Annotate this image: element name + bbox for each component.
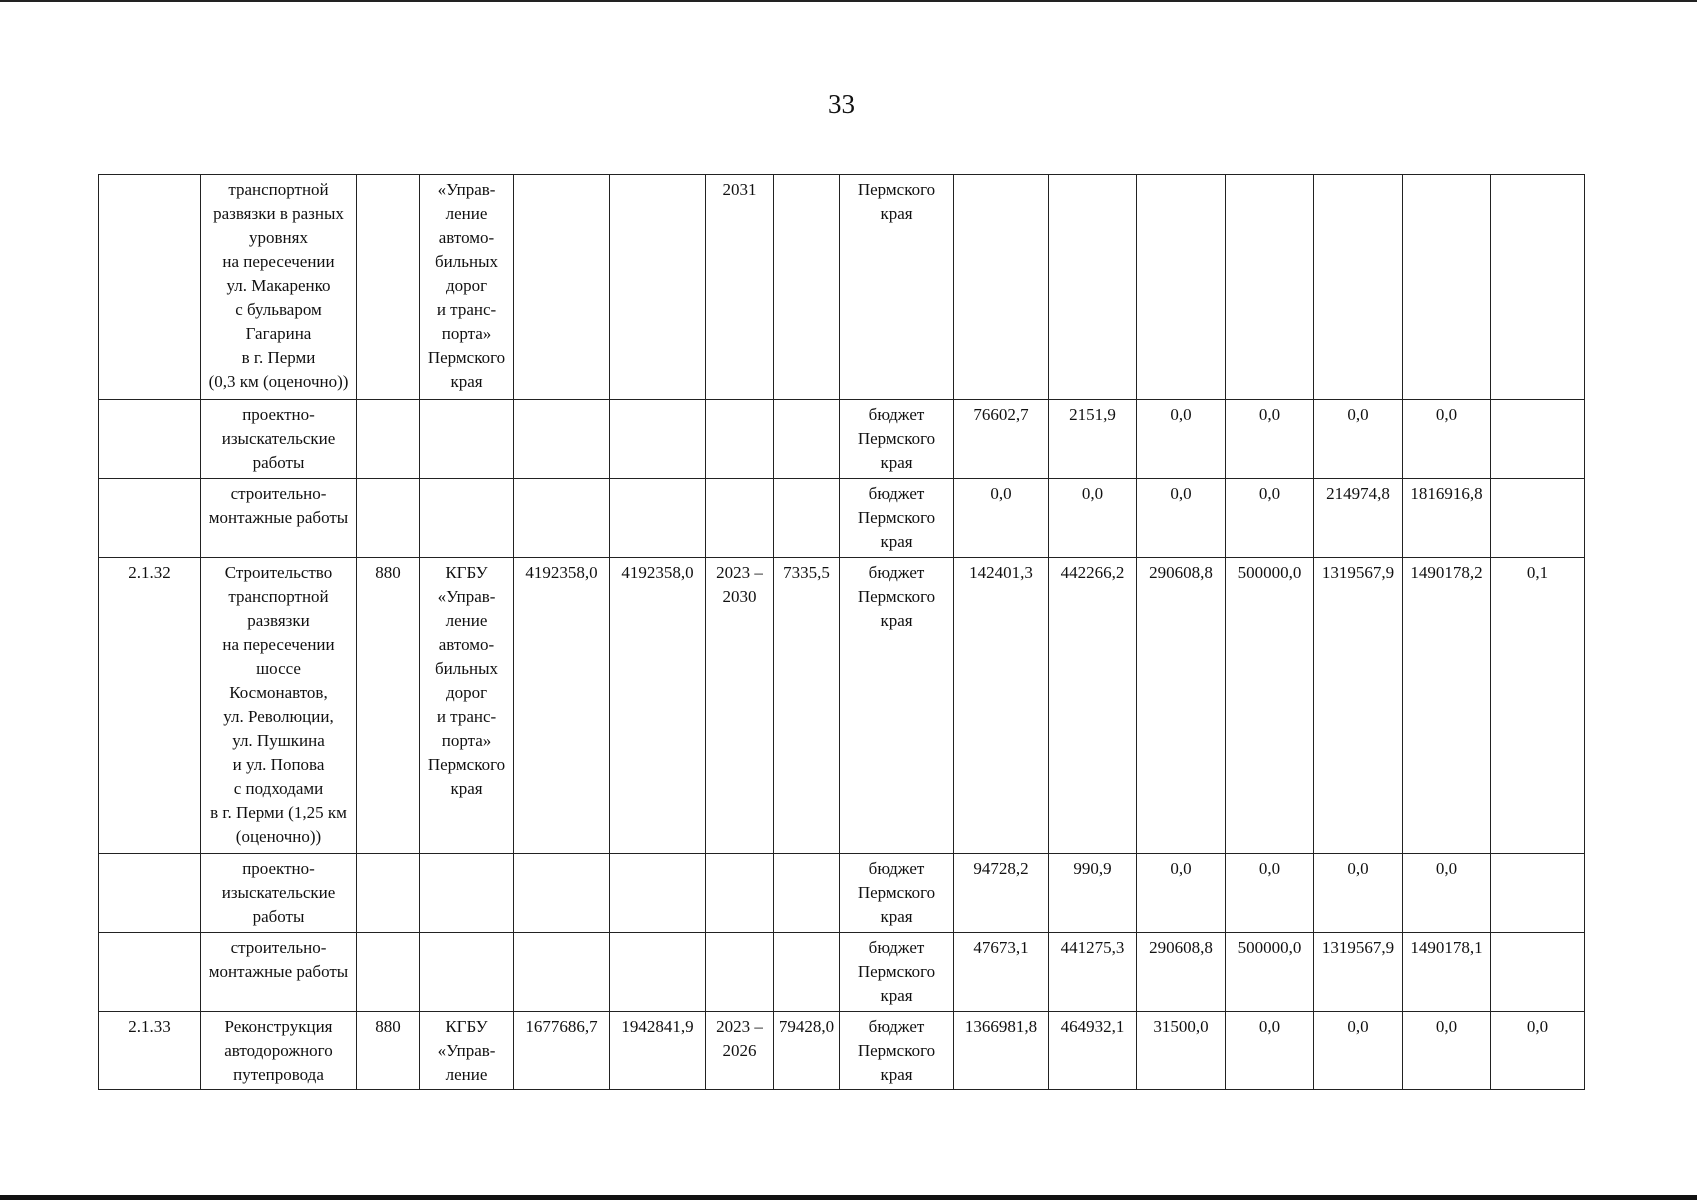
funding-source-cell: Пермского края bbox=[840, 175, 954, 400]
executor-cell bbox=[420, 479, 514, 558]
table-row bbox=[99, 479, 1585, 558]
amount-year-5-cell: 0,0 bbox=[1314, 400, 1403, 479]
executor-cell: «Управ- ление автомо- бильных дорог и транс- порта» Пермского края bbox=[420, 175, 514, 400]
estimated-cost-cell bbox=[514, 479, 610, 558]
amount-after-cell bbox=[1491, 175, 1585, 400]
capacity-cell: 79428,0 bbox=[774, 1012, 840, 1090]
amount-year-4-cell bbox=[1226, 175, 1314, 400]
executor-cell bbox=[420, 933, 514, 1012]
amount-year-6-cell: 1490178,2 bbox=[1403, 558, 1491, 854]
amount-year-4-cell: 0,0 bbox=[1226, 400, 1314, 479]
funding-source-cell: бюджет Пермского края bbox=[840, 558, 954, 854]
funding-source-cell: бюджет Пермского края bbox=[840, 933, 954, 1012]
amount-year-3-cell: 0,0 bbox=[1137, 400, 1226, 479]
amount-year-5-cell bbox=[1314, 175, 1403, 400]
estimated-cost-cell: 4192358,0 bbox=[514, 558, 610, 854]
capacity-cell bbox=[774, 400, 840, 479]
amount-year-1-cell: 94728,2 bbox=[954, 854, 1049, 933]
period-cell bbox=[706, 400, 774, 479]
estimated-cost-cell bbox=[514, 933, 610, 1012]
object-name-cell: Реконструкция автодорожного путепровода bbox=[201, 1012, 357, 1090]
amount-year-2-cell bbox=[1049, 175, 1137, 400]
amount-year-2-cell: 442266,2 bbox=[1049, 558, 1137, 854]
amount-year-6-cell: 0,0 bbox=[1403, 1012, 1491, 1090]
row-number-cell bbox=[99, 854, 201, 933]
amount-year-2-cell: 441275,3 bbox=[1049, 933, 1137, 1012]
amount-after-cell bbox=[1491, 479, 1585, 558]
row-number-cell: 2.1.32 bbox=[99, 558, 201, 854]
amount-year-2-cell: 2151,9 bbox=[1049, 400, 1137, 479]
object-name-cell: строительно- монтажные работы bbox=[201, 479, 357, 558]
amount-year-5-cell: 1319567,9 bbox=[1314, 558, 1403, 854]
amount-year-5-cell: 0,0 bbox=[1314, 854, 1403, 933]
amount-year-1-cell: 142401,3 bbox=[954, 558, 1049, 854]
amount-year-4-cell: 500000,0 bbox=[1226, 933, 1314, 1012]
amount-after-cell bbox=[1491, 933, 1585, 1012]
budget-code-cell bbox=[357, 400, 420, 479]
capacity-cell: 7335,5 bbox=[774, 558, 840, 854]
budget-code-cell bbox=[357, 854, 420, 933]
amount-after-cell: 0,1 bbox=[1491, 558, 1585, 854]
amount-year-4-cell: 0,0 bbox=[1226, 1012, 1314, 1090]
object-name-cell: транспортной развязки в разных уровнях на пересечении ул. Макаренко с бульваром Гагарина в г. Перми (0,3 км (оценочно)) bbox=[201, 175, 357, 400]
total-cost-cell bbox=[610, 479, 706, 558]
amount-year-3-cell: 290608,8 bbox=[1137, 558, 1226, 854]
amount-year-3-cell bbox=[1137, 175, 1226, 400]
estimated-cost-cell bbox=[514, 854, 610, 933]
amount-after-cell bbox=[1491, 400, 1585, 479]
row-number-cell bbox=[99, 175, 201, 400]
amount-year-1-cell bbox=[954, 175, 1049, 400]
amount-year-4-cell: 0,0 bbox=[1226, 479, 1314, 558]
object-name-cell: Строительство транспортной развязки на пересечении шоссе Космонавтов, ул. Революции, ул. Пушкина и ул. Попова с подходами в г. Перми (1,25 км (оценочно)) bbox=[201, 558, 357, 854]
amount-after-cell: 0,0 bbox=[1491, 1012, 1585, 1090]
budget-code-cell: 880 bbox=[357, 558, 420, 854]
amount-year-3-cell: 290608,8 bbox=[1137, 933, 1226, 1012]
funding-source-cell: бюджет Пермского края bbox=[840, 854, 954, 933]
amount-year-1-cell: 47673,1 bbox=[954, 933, 1049, 1012]
amount-year-6-cell bbox=[1403, 175, 1491, 400]
object-name-cell: строительно- монтажные работы bbox=[201, 933, 357, 1012]
amount-year-1-cell: 76602,7 bbox=[954, 400, 1049, 479]
amount-year-6-cell: 1816916,8 bbox=[1403, 479, 1491, 558]
funding-source-cell: бюджет Пермского края bbox=[840, 400, 954, 479]
amount-year-3-cell: 31500,0 bbox=[1137, 1012, 1226, 1090]
amount-year-3-cell: 0,0 bbox=[1137, 479, 1226, 558]
table-row bbox=[99, 854, 1585, 933]
total-cost-cell bbox=[610, 175, 706, 400]
row-number-cell bbox=[99, 400, 201, 479]
row-number-cell bbox=[99, 933, 201, 1012]
funding-source-cell: бюджет Пермского края bbox=[840, 479, 954, 558]
amount-year-3-cell: 0,0 bbox=[1137, 854, 1226, 933]
capacity-cell bbox=[774, 479, 840, 558]
scan-edge-top bbox=[0, 0, 1697, 2]
amount-year-2-cell: 0,0 bbox=[1049, 479, 1137, 558]
amount-year-1-cell: 1366981,8 bbox=[954, 1012, 1049, 1090]
period-cell: 2023 – 2026 bbox=[706, 1012, 774, 1090]
amount-year-1-cell: 0,0 bbox=[954, 479, 1049, 558]
table-row bbox=[99, 558, 1585, 854]
executor-cell: КГБУ «Управ- ление автомо- бильных дорог и транс- порта» Пермского края bbox=[420, 558, 514, 854]
period-cell bbox=[706, 479, 774, 558]
period-cell bbox=[706, 854, 774, 933]
capacity-cell bbox=[774, 175, 840, 400]
total-cost-cell bbox=[610, 400, 706, 479]
capacity-cell bbox=[774, 933, 840, 1012]
budget-code-cell: 880 bbox=[357, 1012, 420, 1090]
row-number-cell bbox=[99, 479, 201, 558]
scan-edge-bottom bbox=[0, 1195, 1697, 1200]
amount-year-2-cell: 990,9 bbox=[1049, 854, 1137, 933]
period-cell: 2023 – 2030 bbox=[706, 558, 774, 854]
total-cost-cell: 4192358,0 bbox=[610, 558, 706, 854]
budget-code-cell bbox=[357, 479, 420, 558]
table-row bbox=[99, 175, 1585, 400]
period-cell bbox=[706, 933, 774, 1012]
amount-year-6-cell: 0,0 bbox=[1403, 854, 1491, 933]
estimated-cost-cell bbox=[514, 400, 610, 479]
budget-code-cell bbox=[357, 933, 420, 1012]
estimated-cost-cell: 1677686,7 bbox=[514, 1012, 610, 1090]
table-row bbox=[99, 1012, 1585, 1090]
amount-year-6-cell: 0,0 bbox=[1403, 400, 1491, 479]
page-number: 33 bbox=[828, 89, 855, 119]
period-cell: 2031 bbox=[706, 175, 774, 400]
total-cost-cell bbox=[610, 854, 706, 933]
amount-year-4-cell: 0,0 bbox=[1226, 854, 1314, 933]
object-name-cell: проектно- изыскательские работы bbox=[201, 400, 357, 479]
amount-year-5-cell: 214974,8 bbox=[1314, 479, 1403, 558]
estimated-cost-cell bbox=[514, 175, 610, 400]
executor-cell bbox=[420, 400, 514, 479]
object-name-cell: проектно- изыскательские работы bbox=[201, 854, 357, 933]
amount-year-4-cell: 500000,0 bbox=[1226, 558, 1314, 854]
executor-cell bbox=[420, 854, 514, 933]
amount-year-5-cell: 0,0 bbox=[1314, 1012, 1403, 1090]
amount-year-2-cell: 464932,1 bbox=[1049, 1012, 1137, 1090]
total-cost-cell bbox=[610, 933, 706, 1012]
investment-table bbox=[98, 174, 1585, 1090]
table-row bbox=[99, 933, 1585, 1012]
total-cost-cell: 1942841,9 bbox=[610, 1012, 706, 1090]
row-number-cell: 2.1.33 bbox=[99, 1012, 201, 1090]
executor-cell: КГБУ «Управ- ление bbox=[420, 1012, 514, 1090]
amount-after-cell bbox=[1491, 854, 1585, 933]
capacity-cell bbox=[774, 854, 840, 933]
funding-source-cell: бюджет Пермского края bbox=[840, 1012, 954, 1090]
table-row bbox=[99, 400, 1585, 479]
amount-year-5-cell: 1319567,9 bbox=[1314, 933, 1403, 1012]
budget-code-cell bbox=[357, 175, 420, 400]
amount-year-6-cell: 1490178,1 bbox=[1403, 933, 1491, 1012]
